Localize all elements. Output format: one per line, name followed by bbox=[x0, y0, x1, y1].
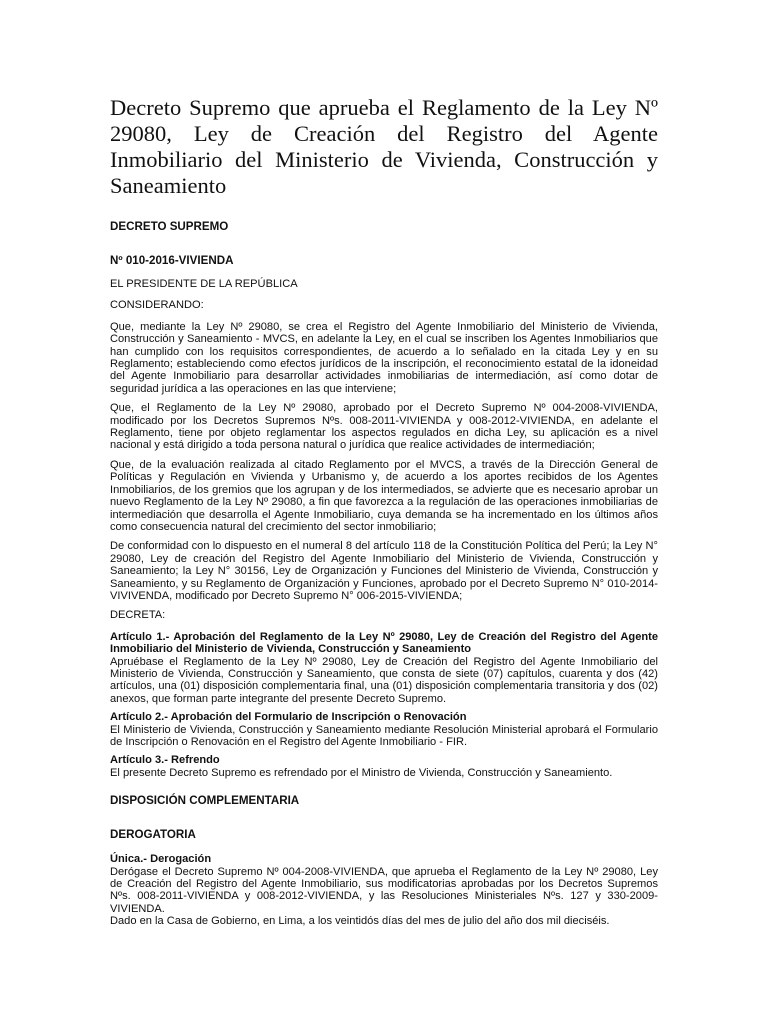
considerando-paragraph-1: Que, mediante la Ley Nº 29080, se crea el Registro del Agente Inmobiliario del Ministerio de Vivienda, Construcción y Saneamiento - MVCS, en adelante la Ley, en el cual se inscriben los Agentes Inmobiliarios que han cumplido con los requisitos correspondientes, de acuerdo a lo señalado en la citada Ley y en su Reglamento; estableciendo como efectos jurídicos de la inscripción, el reconocimiento estatal de la idoneidad del Agente Inmobiliario para desarrollar actividades inmobiliarias de intermediación, así como dotar de seguridad jurídica a las operaciones en las que interviene; bbox=[110, 320, 658, 395]
decree-number: Nº 010-2016-VIVIENDA bbox=[110, 254, 234, 267]
article-2-body: El Ministerio de Vivienda, Construcción y Saneamiento mediante Resolución Ministerial aprobará el Formulario de Inscripción o Renovación en el Registro del Agente Inmobiliario - FIR. bbox=[110, 723, 658, 748]
derogacion-title: Única.- Derogación bbox=[110, 853, 212, 866]
article-3 bbox=[110, 754, 658, 779]
article-2 bbox=[110, 711, 658, 748]
derogatoria-heading: DEROGATORIA bbox=[110, 828, 196, 842]
closing-line: Dado en la Casa de Gobierno, en Lima, a los veintidós días del mes de julio del año dos mil dieciséis. bbox=[110, 915, 610, 928]
president-line: EL PRESIDENTE DE LA REPÚBLICA bbox=[110, 278, 298, 290]
article-3-title: Artículo 3.- Refrendo bbox=[110, 754, 220, 767]
derogacion-body: Derógase el Decreto Supremo Nº 004-2008-VIVIENDA, que aprueba el Reglamento de la Ley Nº 29080, Ley de Creación del Registro del Agente Inmobiliario, sus modificatorias aprobadas por los Decretos Supremos Nºs. 008-2011-VIVIENDA y 008-2012-VIVIENDA, y las Resoluciones Ministeriales Nºs. 127 y 330-2009-VIVIENDA. bbox=[110, 865, 658, 915]
derogacion-section bbox=[110, 853, 658, 927]
considerando-label: CONSIDERANDO: bbox=[110, 299, 204, 312]
considerando-paragraph-3: Que, de la evaluación realizada al citado Reglamento por el MVCS, a través de la Dirección General de Políticas y Regulación en Vivienda y Urbanismo y, de acuerdo a los aportes recibidos de los Agentes Inmobiliarios, de los gremios que los agrupan y de los intermediados, se advierte que es necesario aprobar un nuevo Reglamento de la Ley Nº 29080, a fin que favorezca a la regulación de las operaciones inmobiliarias de intermediación que desarrolla el Agente Inmobiliario, cuya demanda se ha incrementado en los últimos años como consecuencia natural del crecimiento del sector inmobiliario; bbox=[110, 458, 658, 533]
article-1-body: Apruébase el Reglamento de la Ley Nº 29080, Ley de Creación del Registro del Agente Inmobiliario del Ministerio de Vivienda, Construcción y Saneamiento, que consta de siete (07) capítulos, cuarenta y dos (42) artículos, una (01) disposición complementaria final, una (01) disposición complementaria transitoria y dos (02) anexos, que forman parte integrante del presente Decreto Supremo. bbox=[110, 655, 658, 705]
decreta-label: DECRETA: bbox=[110, 609, 166, 622]
considerando-paragraph-2: Que, el Reglamento de la Ley Nº 29080, aprobado por el Decreto Supremo Nº 004-2008-VIVIENDA, modificado por los Decretos Supremos Nºs. 008-2011-VIVIENDA y 008-2012-VIVIENDA, en adelante el Reglamento, tiene por objeto reglamentar los aspectos regulados en dicha Ley, su aplicación es a nivel nacional y está dirigido a toda persona natural o jurídica que realice actividades de intermediación; bbox=[110, 402, 658, 452]
article-1-title: Artículo 1.- Aprobación del Reglamento de la Ley Nº 29080, Ley de Creación del Registro del Agente Inmobiliario del Ministerio de Vivienda, Construcción y Saneamiento bbox=[110, 630, 658, 656]
article-2-title: Artículo 2.- Aprobación del Formulario de Inscripción o Renovación bbox=[110, 711, 467, 724]
considerando-paragraph-4: De conformidad con lo dispuesto en el numeral 8 del artículo 118 de la Constitución Política del Perú; la Ley N° 29080, Ley de creación del Registro del Agente Inmobiliario del Ministerio de Vivienda, Construcción y Saneamiento; la Ley N° 30156, Ley de Organización y Funciones del Ministerio de Vivienda, Construcción y Saneamiento, y su Reglamento de Organización y Funciones, aprobado por el Decreto Supremo N° 010-2014-VIVIVENDA, modificado por Decreto Supremo N° 006-2015-VIVIENDA; bbox=[110, 540, 658, 602]
disposicion-heading: DISPOSICIÓN COMPLEMENTARIA bbox=[110, 794, 300, 808]
article-3-body: El presente Decreto Supremo es refrendado por el Ministro de Vivienda, Construcción y Saneamiento. bbox=[110, 766, 613, 779]
decreto-heading: DECRETO SUPREMO bbox=[110, 220, 229, 233]
document-title: Decreto Supremo que aprueba el Reglamento de la Ley Nº 29080, Ley de Creación del Registro del Agente Inmobiliario del Ministerio de Vivienda, Construcción y Saneamiento bbox=[110, 95, 658, 198]
article-1 bbox=[110, 631, 658, 705]
